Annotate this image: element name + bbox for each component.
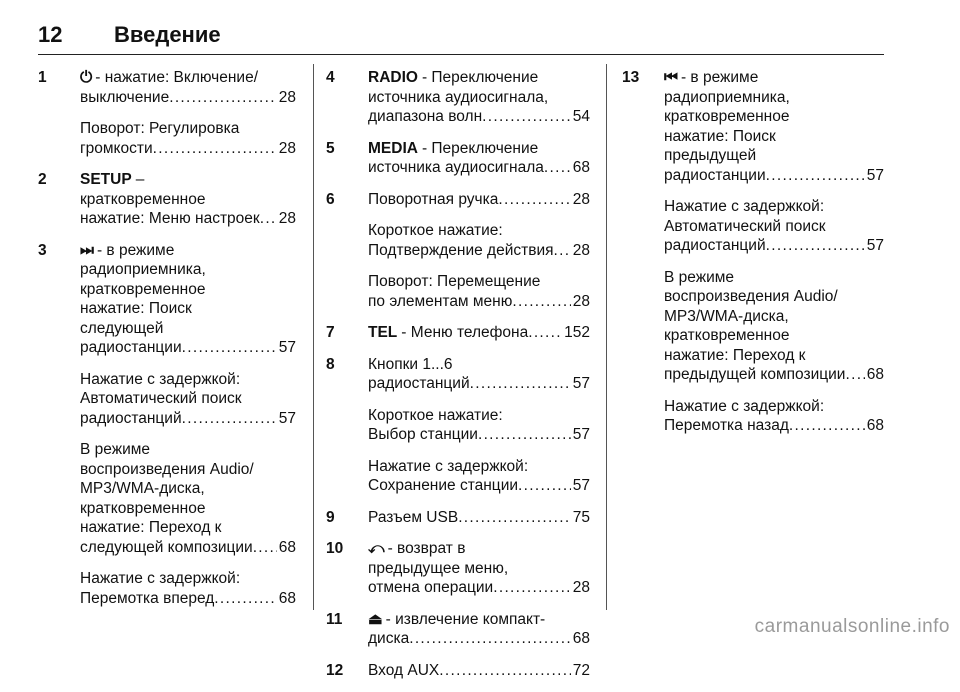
entry-line (80, 440, 296, 460)
entry-line (664, 346, 884, 366)
line-text: источника аудиосигнала (368, 159, 544, 176)
line-text: предыдущее меню, (368, 559, 509, 577)
line-text: радиостанций (80, 409, 182, 427)
dot-leader (528, 323, 562, 343)
entry-line (368, 610, 590, 630)
entry-line (368, 629, 590, 649)
page-reference: 68 (572, 159, 590, 176)
dot-leader (766, 166, 865, 186)
line-text: радиостанции (80, 339, 182, 356)
line-text: - Переключение (421, 139, 539, 157)
entry-paragraph (80, 440, 296, 557)
entry-line (80, 338, 296, 358)
entry-8 (326, 355, 590, 496)
entry-line (80, 119, 296, 139)
line-text: Сохранение станции (368, 477, 519, 494)
line-text: радиостанций (368, 375, 470, 392)
entry-line (80, 389, 296, 409)
column-divider-1 (313, 64, 314, 610)
line-text: кратковременное (80, 190, 206, 208)
page-title: Введение (114, 22, 221, 47)
entry-line (80, 460, 296, 480)
entry-11 (326, 610, 590, 649)
entry-line (664, 287, 884, 307)
dot-leader (253, 538, 277, 558)
page-reference: 68 (866, 366, 884, 383)
line-text: В режиме (80, 441, 151, 458)
entry-paragraph (80, 119, 296, 158)
page-reference: 54 (572, 108, 590, 125)
entry-line (664, 166, 884, 186)
line-text: Короткое нажатие: (368, 406, 503, 424)
page-reference: 57 (278, 409, 296, 427)
entry-line (80, 569, 296, 589)
dot-leader (214, 589, 276, 609)
entry-line (80, 260, 296, 280)
entry-13 (622, 68, 884, 436)
line-text: кратковременное (80, 499, 206, 517)
entry-6 (326, 190, 590, 312)
line-text: - в режиме (96, 241, 175, 259)
line-text: воспроизведения Audio/ (80, 460, 254, 478)
entry-paragraph (664, 197, 884, 256)
entry-line (368, 241, 590, 261)
entry-1 (38, 68, 296, 158)
line-text: Нажатие с задержкой: (80, 370, 241, 388)
entry-9 (326, 508, 590, 528)
column-2 (326, 68, 590, 692)
entry-paragraph (368, 508, 590, 528)
line-text: Выбор станции (368, 426, 478, 443)
entry-line (80, 139, 296, 159)
line-text: кратковременное (664, 327, 790, 344)
line-text: Кнопки 1...6 (368, 355, 453, 373)
line-text: нажатие: Переход к (664, 346, 806, 364)
entry-number: 4 (326, 69, 335, 86)
watermark: carmanualsonline.info (754, 616, 950, 637)
line-text: Перемотка вперед (80, 589, 215, 607)
dot-leader (766, 236, 865, 256)
line-text: - нажатие: Включение/ (95, 69, 259, 86)
entry-line (368, 68, 590, 88)
entry-number: 7 (326, 324, 335, 341)
entry-line (80, 88, 296, 108)
entry-paragraph (664, 68, 884, 185)
eject-icon: ⏏ (368, 610, 383, 628)
entry-line (80, 280, 296, 300)
line-text: громкости (80, 139, 153, 157)
entry-line (664, 88, 884, 108)
dot-leader (153, 139, 277, 159)
entry-line (664, 416, 884, 436)
entry-paragraph (368, 610, 590, 649)
column-3 (622, 68, 884, 448)
entry-number: 5 (326, 139, 335, 157)
page-reference: 28 (572, 292, 590, 310)
entry-number: 8 (326, 355, 335, 373)
dot-leader (518, 476, 571, 496)
line-text: нажатие: Поиск (664, 127, 776, 145)
page-reference: 28 (572, 241, 590, 259)
entry-paragraph (80, 68, 296, 107)
line-text: предыдущей (664, 147, 757, 164)
entry-line (80, 499, 296, 519)
entry-line (368, 323, 590, 343)
page-reference: 57 (572, 426, 590, 443)
dot-leader (482, 107, 571, 127)
line-text: нажатие: Поиск (80, 300, 192, 317)
page-reference: 68 (278, 538, 296, 556)
page-reference: 57 (572, 375, 590, 392)
entry-paragraph (368, 139, 590, 178)
dot-leader (845, 365, 864, 385)
line-text: MP3/WMA-диска, (80, 480, 205, 497)
page-reference: 57 (866, 237, 884, 254)
entry-line (368, 406, 590, 426)
entry-paragraph (80, 170, 296, 229)
entry-line (80, 190, 296, 210)
control-keyword: MEDIA (368, 139, 418, 157)
page-reference: 68 (866, 417, 884, 434)
entry-line (368, 425, 590, 445)
dot-leader (458, 508, 571, 528)
entry-line (80, 241, 296, 261)
dot-leader (260, 209, 277, 229)
entry-line (664, 197, 884, 217)
entry-line (664, 107, 884, 127)
line-text: Перемотка назад (664, 417, 789, 434)
entry-paragraph (368, 457, 590, 496)
page-reference: 28 (278, 210, 296, 227)
page-reference: 28 (278, 88, 296, 106)
entry-line (80, 319, 296, 339)
entry-line (368, 578, 590, 598)
entry-number: 10 (326, 540, 344, 557)
entry-line (80, 589, 296, 609)
entry-paragraph (368, 539, 590, 598)
column-divider-2 (606, 64, 607, 610)
entry-number: 9 (326, 508, 335, 526)
entry-5 (326, 139, 590, 178)
line-text: - извлечение компакт- (385, 610, 546, 628)
entry-line (368, 539, 590, 559)
page-reference: 152 (564, 324, 590, 341)
power-icon: ⏻ (80, 69, 93, 86)
column-1 (38, 68, 296, 620)
entry-line (368, 190, 590, 210)
line-text: нажатие: Переход к (80, 519, 222, 536)
line-text: Короткое нажатие: (368, 222, 503, 239)
line-text: - в режиме (680, 69, 759, 86)
control-keyword: TEL (368, 324, 398, 341)
page-reference: 57 (278, 339, 296, 356)
entry-line (368, 508, 590, 528)
entry-line (368, 88, 590, 108)
entry-line (368, 107, 590, 127)
line-text: по элементам меню (368, 292, 513, 310)
entry-number: 13 (622, 69, 640, 86)
entry-paragraph (368, 323, 590, 343)
entry-12 (326, 661, 590, 681)
entry-paragraph (368, 406, 590, 445)
entry-line (80, 299, 296, 319)
entry-line (368, 559, 590, 579)
page-reference: 57 (572, 477, 590, 494)
entry-paragraph (80, 241, 296, 358)
control-keyword: SETUP (80, 171, 132, 188)
entry-paragraph (368, 272, 590, 311)
entry-line (664, 397, 884, 417)
entry-line (80, 518, 296, 538)
line-text: воспроизведения Audio/ (664, 288, 838, 305)
line-text: радиостанции (664, 166, 766, 184)
entry-number: 12 (326, 661, 344, 679)
entry-line (664, 326, 884, 346)
dot-leader (182, 338, 277, 358)
entry-3 (38, 241, 296, 609)
line-text: Подтверждение действия (368, 241, 554, 259)
line-text: кратковременное (80, 280, 206, 298)
entry-line (368, 476, 590, 496)
entry-line (80, 170, 296, 190)
entry-line (80, 538, 296, 558)
entry-paragraph (80, 370, 296, 429)
line-text: Автоматический поиск (80, 390, 242, 407)
page-header (38, 22, 884, 55)
entry-4 (326, 68, 590, 127)
entry-paragraph (368, 68, 590, 127)
line-text: – (135, 171, 145, 188)
line-text: отмена операции (368, 579, 494, 596)
page-reference: 68 (278, 589, 296, 607)
entry-paragraph (80, 569, 296, 608)
dot-leader (554, 241, 571, 261)
line-text: предыдущей композиции (664, 366, 846, 383)
control-keyword: RADIO (368, 69, 418, 86)
entry-10 (326, 539, 590, 598)
line-text: источника аудиосигнала, (368, 88, 549, 106)
entry-line (80, 479, 296, 499)
line-text: Нажатие с задержкой: (664, 397, 825, 415)
dot-leader (498, 190, 570, 210)
dot-leader (493, 578, 571, 598)
line-text: Разъем USB (368, 508, 459, 526)
next-track-icon: ⏭ (80, 241, 94, 259)
dot-leader (439, 661, 571, 681)
entry-paragraph (664, 268, 884, 385)
entry-number: 11 (326, 610, 343, 628)
entry-line (368, 355, 590, 375)
dot-leader (169, 88, 277, 108)
line-text: выключение (80, 88, 170, 106)
line-text: следующей композиции (80, 538, 253, 556)
entry-line (664, 68, 884, 88)
page-reference: 28 (572, 190, 590, 208)
entry-paragraph (368, 661, 590, 681)
entry-line (368, 292, 590, 312)
previous-track-icon: ⏮ (664, 69, 678, 86)
entry-line (368, 221, 590, 241)
line-text: MP3/WMA-диска, (664, 307, 789, 325)
dot-leader (544, 158, 571, 178)
entry-line (664, 217, 884, 237)
entry-line (664, 268, 884, 288)
line-text: радиоприемника, (664, 88, 790, 106)
dot-leader (512, 292, 570, 312)
entry-number: 6 (326, 190, 335, 208)
entry-line (368, 661, 590, 681)
line-text: - возврат в (387, 540, 466, 557)
entry-2 (38, 170, 296, 229)
line-text: радиоприемника, (80, 261, 206, 278)
line-text: диапазона волн (368, 108, 483, 125)
entry-line (368, 272, 590, 292)
page-number: 12 (38, 22, 63, 47)
line-text: Поворот: Регулировка (80, 120, 240, 137)
dot-leader (409, 629, 571, 649)
entry-paragraph (664, 397, 884, 436)
dot-leader (478, 425, 571, 445)
line-text: диска (368, 630, 410, 647)
page-reference: 28 (278, 139, 296, 157)
page-reference: 75 (572, 508, 590, 526)
line-text: радиостанций (664, 237, 766, 254)
line-text: Нажатие с задержкой: (664, 198, 825, 215)
dot-leader (470, 374, 571, 394)
line-text: Поворотная ручка (368, 190, 499, 208)
entry-line (368, 374, 590, 394)
line-text: Нажатие с задержкой: (368, 457, 529, 475)
entry-number: 3 (38, 241, 47, 259)
entry-line (368, 457, 590, 477)
entry-line (664, 127, 884, 147)
line-text: Автоматический поиск (664, 217, 826, 235)
entry-line (664, 236, 884, 256)
page-reference: 28 (572, 579, 590, 596)
line-text: нажатие: Меню настроек (80, 210, 260, 227)
entry-line (80, 409, 296, 429)
line-text: следующей (80, 319, 164, 337)
line-text: Вход AUX (368, 661, 440, 679)
line-text: Поворот: Перемещение (368, 273, 541, 290)
entry-line (664, 146, 884, 166)
entry-number: 1 (38, 69, 47, 86)
line-text: Нажатие с задержкой: (80, 570, 241, 587)
back-arrow-icon: ⤺ (368, 540, 385, 557)
entry-paragraph (368, 190, 590, 210)
entry-line (368, 139, 590, 159)
entry-line (80, 68, 296, 88)
page-reference: 57 (866, 166, 884, 184)
entry-line (664, 307, 884, 327)
dot-leader (182, 409, 277, 429)
entry-line (80, 209, 296, 229)
dot-leader (789, 416, 865, 436)
page-reference: 72 (572, 661, 590, 679)
entry-line (368, 158, 590, 178)
line-text: - Меню телефона (401, 324, 529, 341)
line-text: кратковременное (664, 108, 790, 125)
line-text: - Переключение (421, 69, 539, 86)
entry-line (664, 365, 884, 385)
entry-line (80, 370, 296, 390)
entry-number: 2 (38, 171, 47, 188)
entry-paragraph (368, 355, 590, 394)
entry-7 (326, 323, 590, 343)
page-reference: 68 (572, 630, 590, 647)
entry-paragraph (368, 221, 590, 260)
line-text: В режиме (664, 268, 735, 286)
